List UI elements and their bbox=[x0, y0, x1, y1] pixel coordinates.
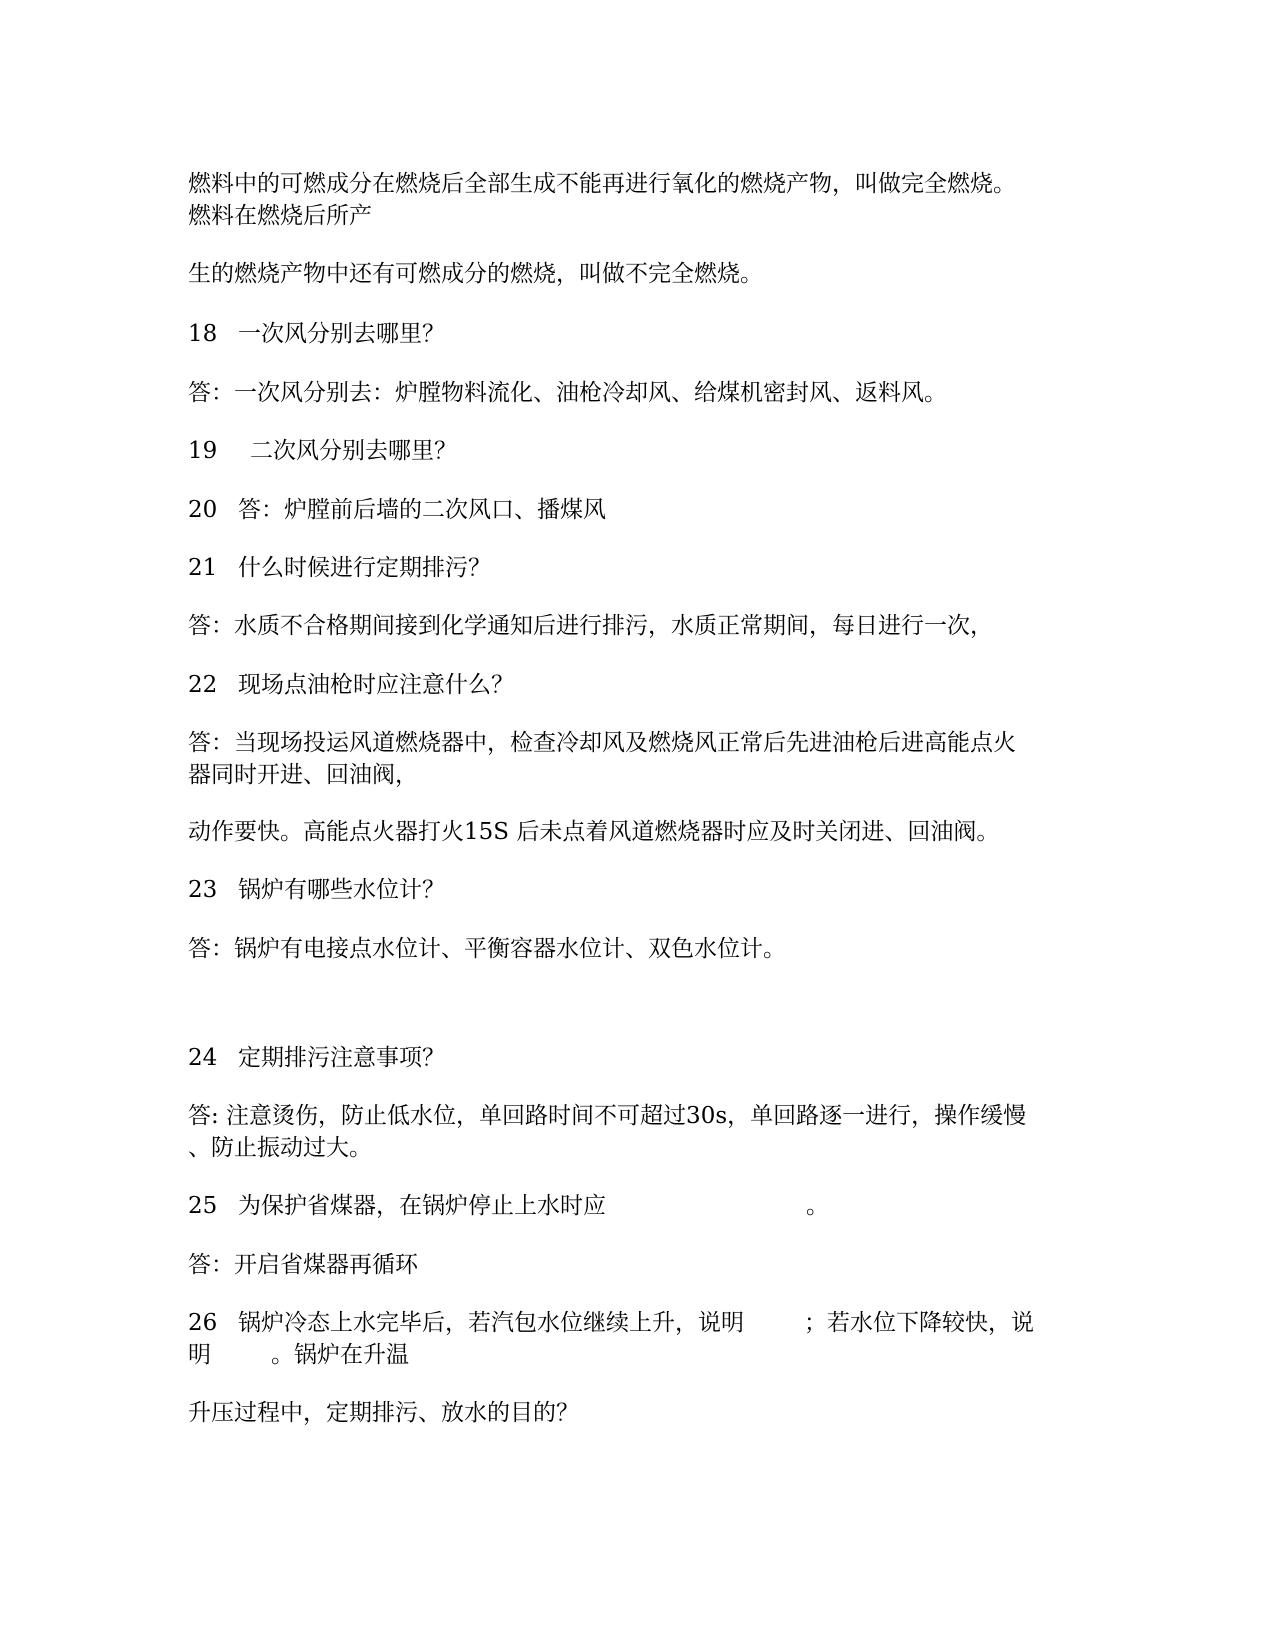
paragraph-complete-combustion bbox=[188, 168, 1108, 232]
answer-19 bbox=[188, 494, 1108, 526]
question-number: 19 bbox=[188, 438, 218, 464]
question-21 bbox=[188, 552, 1108, 584]
text-line: 燃料在燃烧后所产 bbox=[188, 203, 372, 229]
question-text: 为保护省煤器，在锅炉停止上水时应 bbox=[238, 1193, 606, 1219]
question-end: 。 bbox=[806, 1193, 829, 1219]
question-number: 24 bbox=[188, 1045, 218, 1071]
answer-25 bbox=[188, 1249, 1108, 1281]
question-text: 现场点油枪时应注意什么？ bbox=[238, 672, 514, 698]
question-26-continued bbox=[188, 1397, 1108, 1429]
question-text: 升压过程中，定期排污、放水的目的？ bbox=[188, 1400, 579, 1426]
question-23 bbox=[188, 874, 1108, 906]
answer-text: 答：水质不合格期间接到化学通知后进行排污，水质正常期间，每日进行一次， bbox=[188, 613, 993, 639]
question-number: 21 bbox=[188, 555, 218, 581]
question-25 bbox=[188, 1190, 1108, 1222]
paragraph-incomplete-combustion bbox=[188, 258, 1108, 290]
question-19 bbox=[188, 435, 1108, 467]
answer-text: 答：当现场投运风道燃烧器中，检查冷却风及燃烧风正常后先进油枪后进高能点火 bbox=[188, 730, 1016, 756]
question-text: 一次风分别去哪里？ bbox=[238, 321, 445, 347]
question-number: 23 bbox=[188, 877, 218, 903]
answer-text: 答：一次风分别去：炉膛物料流化、油枪冷却风、给煤机密封风、返料风。 bbox=[188, 380, 947, 406]
text-line: 生的燃烧产物中还有可燃成分的燃烧，叫做不完全燃烧。 bbox=[188, 261, 763, 287]
question-text: 锅炉有哪些水位计？ bbox=[238, 877, 445, 903]
answer-21 bbox=[188, 610, 1108, 642]
question-text: 锅炉冷态上水完毕后，若汽包水位继续上升，说明 bbox=[238, 1310, 744, 1336]
question-24 bbox=[188, 1042, 1108, 1074]
question-22 bbox=[188, 669, 1108, 701]
question-text: 二次风分别去哪里？ bbox=[250, 438, 457, 464]
answer-18 bbox=[188, 377, 1108, 409]
answer-text: 器同时开进、回油阀， bbox=[188, 762, 418, 788]
answer-text: 答：开启省煤器再循环 bbox=[188, 1252, 418, 1278]
question-text: 明 bbox=[188, 1342, 211, 1368]
answer-text: 动作要快。高能点火器打火15S 后未点着风道燃烧器时应及时关闭进、回油阀。 bbox=[188, 819, 1000, 845]
answer-text: 答: 注意烫伤，防止低水位，单回路时间不可超过30s，单回路逐一进行，操作缓慢 bbox=[188, 1103, 1027, 1129]
question-18 bbox=[188, 318, 1108, 350]
question-26 bbox=[188, 1307, 1108, 1371]
answer-text: 答：炉膛前后墙的二次风口、播煤风 bbox=[238, 497, 606, 523]
question-text: 。锅炉在升温 bbox=[271, 1342, 409, 1368]
answer-22 bbox=[188, 727, 1108, 791]
answer-text: 答：锅炉有电接点水位计、平衡容器水位计、双色水位计。 bbox=[188, 936, 786, 962]
question-text: 什么时候进行定期排污？ bbox=[238, 555, 491, 581]
answer-22-continued bbox=[188, 816, 1108, 848]
text-line: 燃料中的可燃成分在燃烧后全部生成不能再进行氧化的燃烧产物，叫做完全燃烧。 bbox=[188, 171, 1016, 197]
question-number: 20 bbox=[188, 497, 218, 523]
answer-24 bbox=[188, 1100, 1108, 1164]
question-number: 26 bbox=[188, 1310, 218, 1336]
answer-23 bbox=[188, 933, 1108, 965]
question-text: ；若水位下降较快，说 bbox=[804, 1310, 1034, 1336]
question-text: 定期排污注意事项？ bbox=[238, 1045, 445, 1071]
answer-text: 、防止振动过大。 bbox=[188, 1135, 372, 1161]
question-number: 18 bbox=[188, 321, 218, 347]
question-number: 25 bbox=[188, 1193, 218, 1219]
question-number: 22 bbox=[188, 672, 218, 698]
